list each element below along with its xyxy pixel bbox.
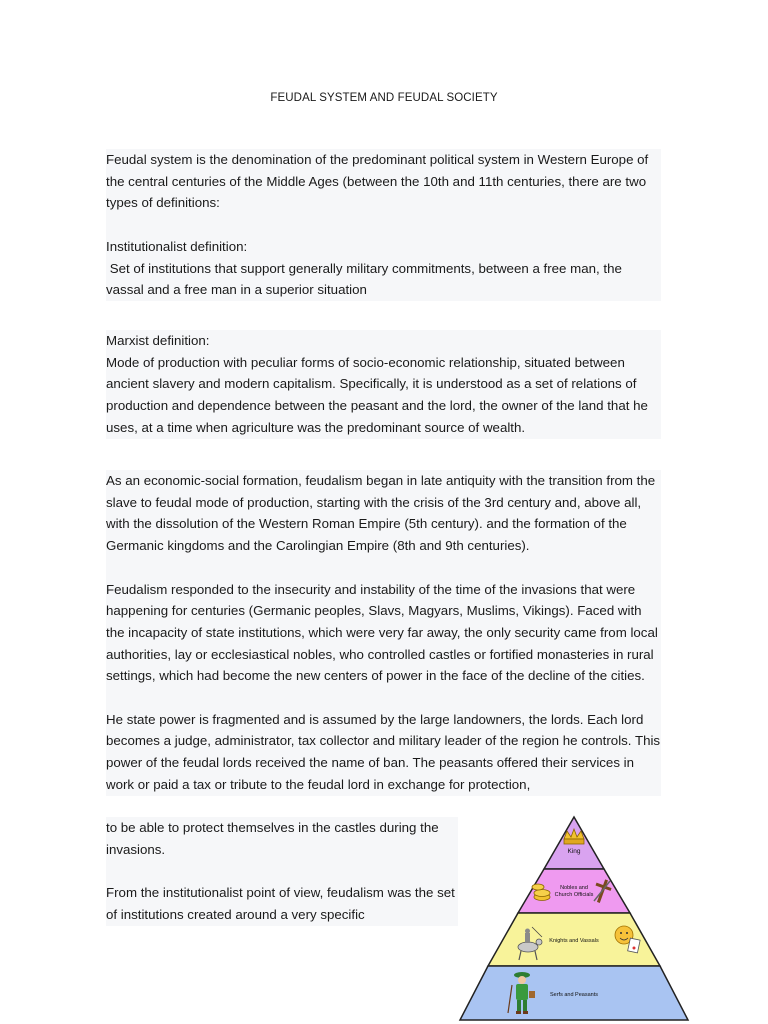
- definitions-block: [106, 149, 661, 301]
- label-knights: Knights and Vassals: [549, 938, 599, 944]
- power-continued-paragraph: to be able to protect themselves in the castles during the invasions.: [106, 820, 439, 857]
- label-nobles-line2: Church Officials: [554, 892, 594, 898]
- institutionalist-view-paragraph: From the institutionalist point of view, feudalism was the set of institutions created around a very specific: [106, 885, 455, 922]
- narrow-block: [106, 817, 458, 926]
- intro-paragraph: Feudal system is the denomination of the predominant political system in Western Europe of the central centuries of the Middle Ages (between the 10th and 11th centuries, there are two types of definitions:: [106, 152, 649, 211]
- feudal-pyramid-diagram: [458, 815, 690, 1022]
- formation-paragraph: As an economic-social formation, feudalism began in late antiquity with the transition from the slave to feudal mode of production, starting with the crisis of the 3rd century and, above all, with the dissolution of the Western Roman Empire (5th century). and the formation of the Germanic kingdoms and the Carolingian Empire (8th and 9th centuries).: [106, 473, 656, 554]
- institutionalist-text: Set of institutions that support generally military commitments, between a free man, the vassal and a free man in a superior situation: [106, 260, 626, 298]
- institutionalist-heading: Institutionalist definition:: [106, 238, 248, 254]
- marxist-heading: Marxist definition:: [106, 333, 210, 348]
- page-title: FEUDAL SYSTEM AND FEUDAL SOCIETY: [270, 92, 498, 104]
- crown-icon: [564, 829, 584, 844]
- history-block: [106, 470, 661, 796]
- insecurity-paragraph: Feudalism responded to the insecurity and instability of the time of the invasions that were happening for centuries (Germanic peoples, Slavs, Magyars, Muslims, Vikings). Faced with the incapacity of state institutions, which were very far away, the only security came from local authorities, lay or ecclesiastical nobles, who controlled castles or fortified monasteries in rural settings, which had become the new centers of power in the face of the decline of the cities.: [106, 581, 658, 684]
- label-king: King: [567, 848, 581, 855]
- label-nobles-line1: Nobles and: [560, 885, 588, 891]
- label-serfs: Serfs and Peasants: [549, 992, 599, 998]
- marxist-block: [106, 330, 661, 439]
- marxist-text: Mode of production with peculiar forms of socio-economic relationship, situated between ancient slavery and modern capitalism. Specifically, it is understood as a set of relations of production and dependence between the peasant and the lord, the owner of the land that he uses, at a time when agriculture was the predominant source of wealth.: [106, 354, 648, 435]
- power-paragraph: He state power is fragmented and is assumed by the large landowners, the lords. Each lord becomes a judge, administrator, tax collector and military leader of the region he controls. This power of the feudal lords received the name of ban. The peasants offered their services in work or paid a tax or tribute to the feudal lord in exchange for protection,: [106, 711, 661, 792]
